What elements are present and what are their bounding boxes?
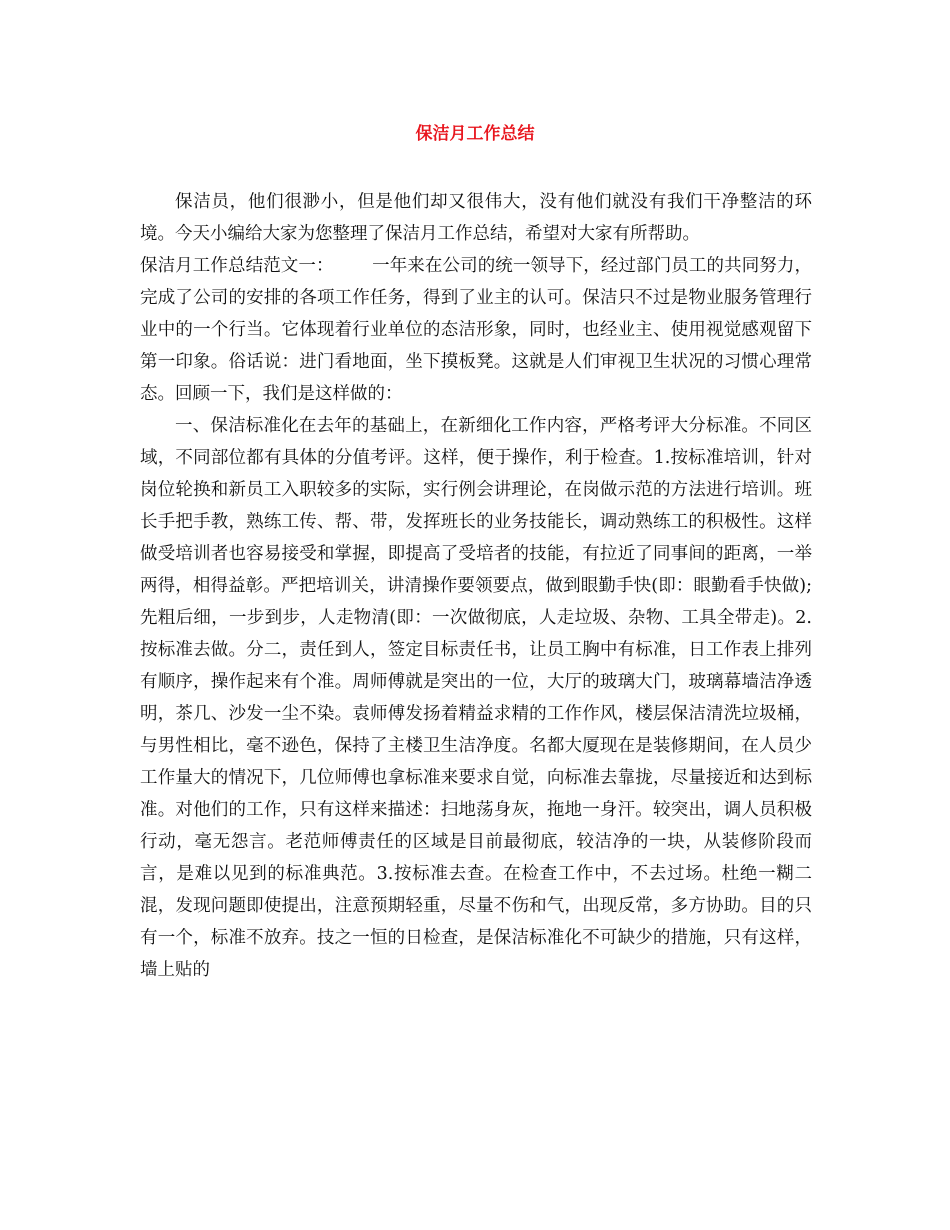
sample-one-paragraph (140, 250, 812, 410)
document-title: 保洁月工作总结 (415, 124, 535, 144)
sample-one-label: 保洁月工作总结范文一： (140, 256, 334, 276)
sample-one-text: 一年来在公司的统一领导下，经过部门员工的共同努力，完成了公司的安排的各项工作任务，得到了业主的认可。保洁只不过是物业服务管理行业中的一个行当。它体现着行业单位的态洁形象，同时，也经业主、使用视觉感观留下第一印象。俗话说：进门看地面，坐下摸板凳。这就是人们审视卫生状况的习惯心理常态。回顾一下，我们是这样做的： (140, 256, 813, 404)
standardization-paragraph: 一、保洁标准化在去年的基础上，在新细化工作内容，严格考评大分标准。不同区域，不同部位都有具体的分值考评。这样，便于操作，利于检查。1.按标准培训，针对岗位轮换和新员工入职较多的实际，实行例会讲理论，在岗做示范的方法进行培训。班长手把手教，熟练工传、帮、带，发挥班长的业务技能长，调动熟练工的积极性。这样做受培训者也容易接受和掌握，即提高了受培者的技能，有拉近了同事间的距离，一举两得，相得益彰。严把培训关，讲清操作要领要点，做到眼勤手快(即：眼勤看手快做);先粗后细，一步到步，人走物清(即：一次做彻底，人走垃圾、杂物、工具全带走)。2.按标准去做。分二，责任到人，签定目标责任书，让员工胸中有标准，日工作表上排列有顺序，操作起来有个准。周师傅就是突出的一位，大厅的玻璃大门，玻璃幕墙洁净透明，茶几、沙发一尘不染。袁师傅发扬着精益求精的工作作风，楼层保洁清洗垃圾桶，与男性相比，毫不逊色，保持了主楼卫生洁净度。名都大厦现在是装修期间，在人员少工作量大的情况下，几位师傅也拿标准来要求自觉，向标准去靠拢，尽量接近和达到标准。对他们的工作，只有这样来描述：扫地荡身灰，拖地一身汗。较突出，调人员积极行动，毫无怨言。老范师傅责任的区域是目前最彻底，较洁净的一块，从装修阶段而言，是难以见到的标准典范。3.按标准去查。在检查工作中，不去过场。杜绝一糊二混，发现问题即使提出，注意预期轻重，尽量不伤和气，出现反常，多方协助。目的只有一个，标准不放弃。技之一恒的日检查，是保洁标准化不可缺少的措施，只有这样，墙上贴的 (140, 416, 812, 980)
document-body (140, 186, 812, 986)
intro-paragraph: 保洁员，他们很渺小，但是他们却又很伟大，没有他们就没有我们干净整洁的环境。今天小编给大家为您整理了保洁月工作总结，希望对大家有所帮助。 (140, 192, 812, 244)
